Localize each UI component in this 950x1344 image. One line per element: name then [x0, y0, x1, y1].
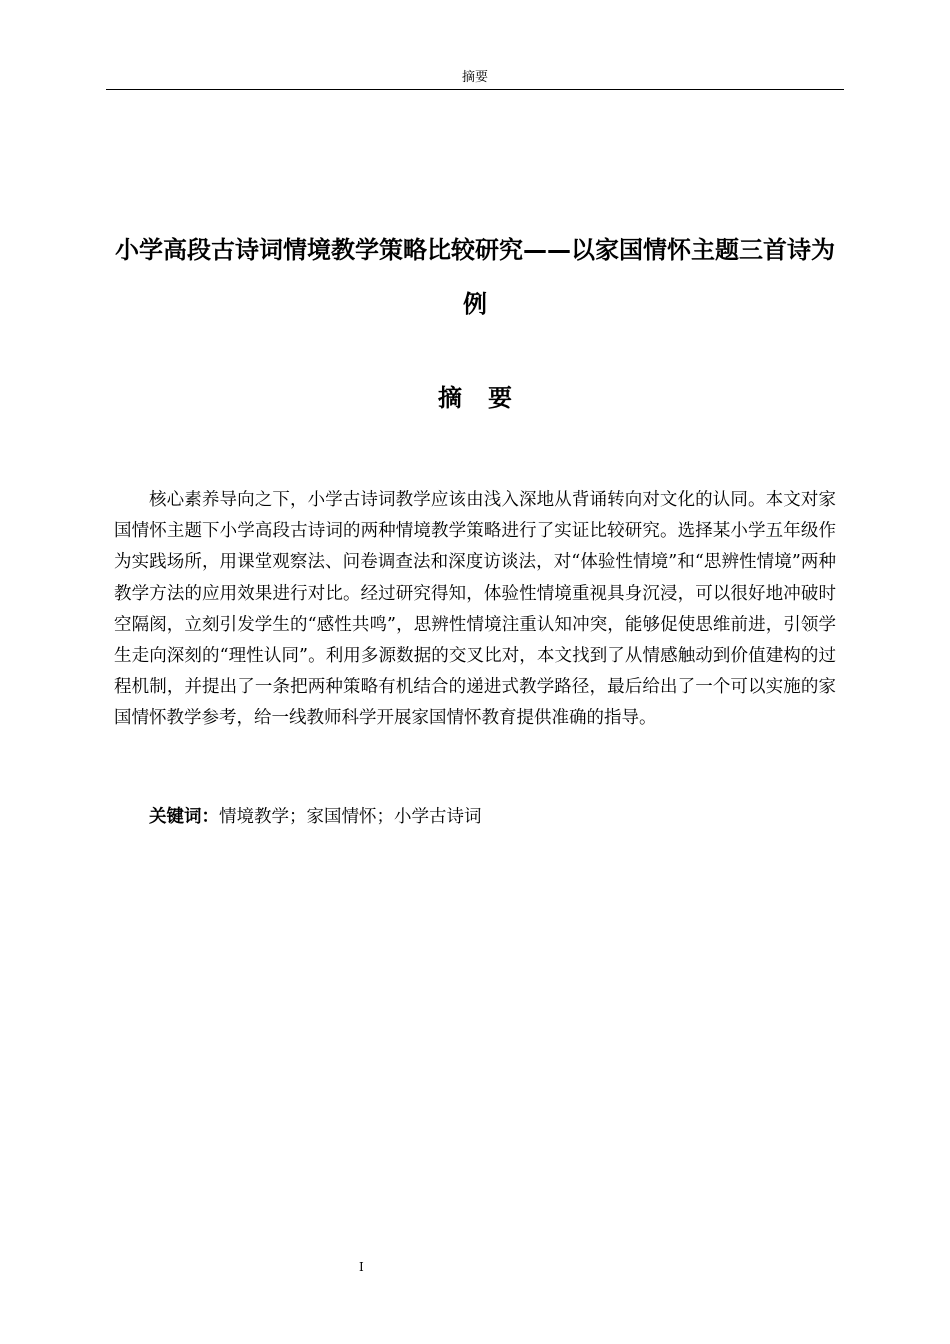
page-number: I [359, 1260, 364, 1274]
keywords-label: 关键词： [149, 807, 219, 827]
keywords-line [149, 802, 482, 833]
keywords-value: 情境教学；家国情怀；小学古诗词 [219, 807, 482, 827]
abstract-heading: 摘要 [438, 384, 538, 412]
running-header: 摘要 [461, 70, 488, 85]
abstract-body: 核心素养导向之下，小学古诗词教学应该由浅入深地从背诵转向对文化的认同。本文对家国情怀主题下小学高段古诗词的两种情境教学策略进行了实证比较研究。选择某小学五年级作为实践场所，用课堂观察法、问卷调查法和深度访谈法，对“体验性情境”和“思辨性情境”两种教学方法的应用效果进行对比。经过研究得知，体验性情境重视具身沉浸，可以很好地冲破时空隔阂，立刻引发学生的“感性共鸣”，思辨性情境注重认知冲突，能够促使思维前进，引领学生走向深刻的“理性认同”。利用多源数据的交叉比对，本文找到了从情感触动到价值建构的过程机制，并提出了一条把两种策略有机结合的递进式教学路径，最后给出了一个可以实施的家国情怀教学参考，给一线教师科学开展家国情怀教育提供准确的指导。 [114, 490, 836, 729]
header-rule [106, 89, 844, 90]
paper-title: 小学高段古诗词情境教学策略比较研究——以家国情怀主题三首诗为例 [115, 236, 835, 318]
